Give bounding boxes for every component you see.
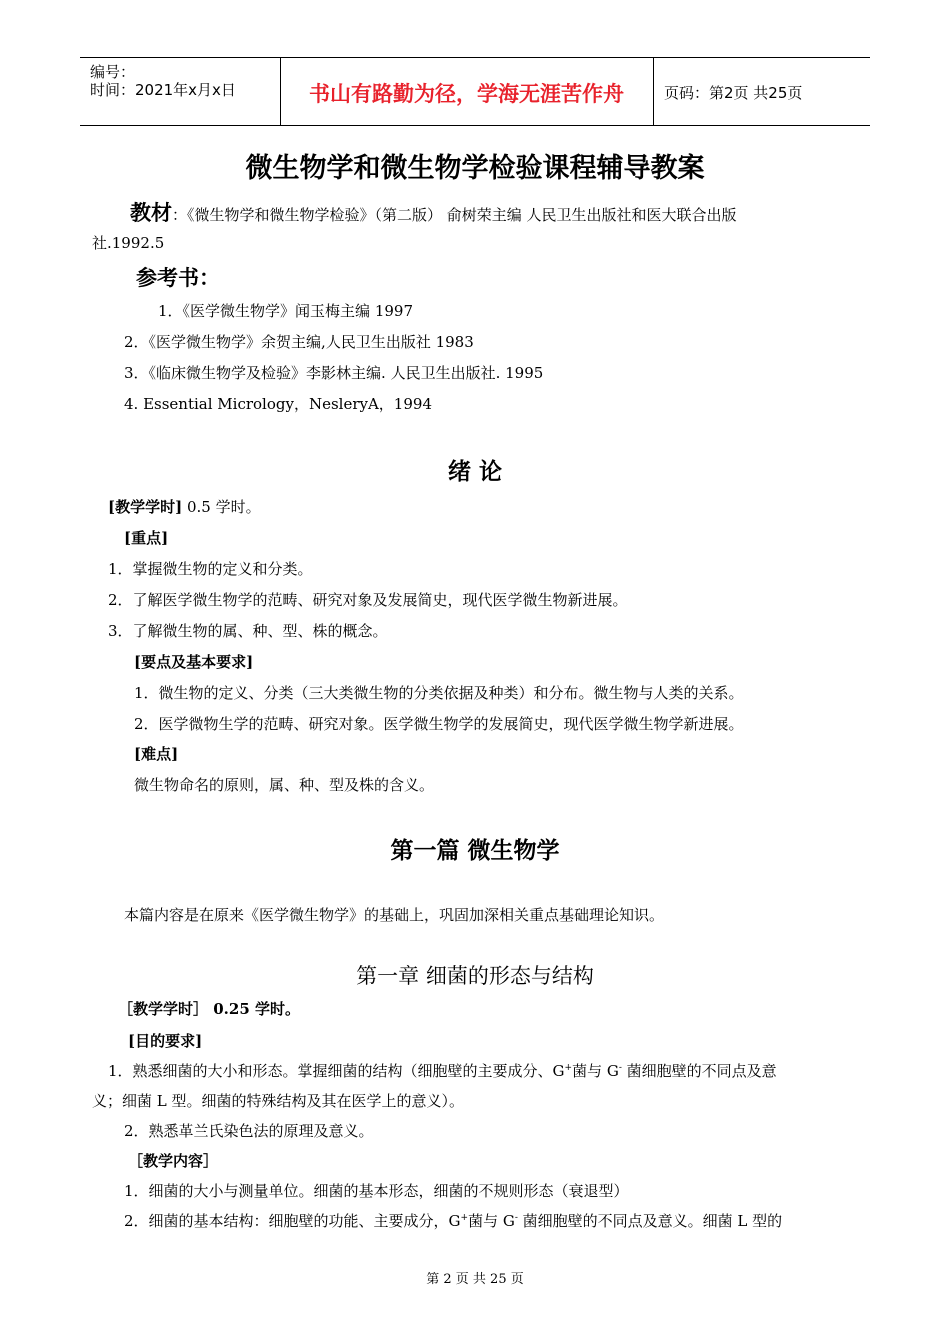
content-text: 菌细胞壁的不同点及意义。细菌 L 型的 bbox=[517, 1212, 783, 1230]
content-item bbox=[124, 1210, 782, 1231]
chapter-heading: 第一章 细菌的形态与结构 bbox=[356, 964, 594, 988]
header-divider bbox=[653, 58, 654, 125]
goal-item: 2．熟悉革兰氏染色法的原理及意义。 bbox=[124, 1122, 374, 1140]
chapter-hours: ［教学学时］ 0.25 学时。 bbox=[118, 1000, 300, 1018]
doc-number-label: 编号： bbox=[90, 63, 136, 81]
reference-item: 2．《医学微生物学》余贺主编,人民卫生出版社 1983 bbox=[124, 333, 474, 351]
requirement-item: 1．微生物的定义、分类（三大类微生物的分类依据及种类）和分布。微生物与人类的关系。 bbox=[134, 684, 744, 702]
textbook-label: 教材 bbox=[130, 200, 172, 225]
doc-time-label: 时间：2021年x月x日 bbox=[90, 81, 236, 99]
superscript-minus: - bbox=[618, 1063, 622, 1073]
content-text: 2．细菌的基本结构：细胞壁的功能、主要成分，G bbox=[124, 1212, 461, 1230]
header-page-label: 页码：第2页 共25页 bbox=[664, 84, 803, 102]
header-table bbox=[80, 57, 870, 126]
superscript-minus: - bbox=[514, 1213, 518, 1223]
part-description: 本篇内容是在原来《医学微生物学》的基础上，巩固加深相关重点基础理论知识。 bbox=[124, 906, 665, 924]
reference-item: 1．《医学微生物学》闻玉梅主编 1997 bbox=[158, 302, 413, 320]
goal-text: 菌与 G bbox=[572, 1062, 619, 1080]
part-heading: 第一篇 微生物学 bbox=[390, 837, 560, 864]
reference-item: 4. Essential Micrology，NesleryA，1994 bbox=[124, 395, 432, 413]
intro-hours-value: 0.5 学时。 bbox=[182, 498, 261, 516]
key-points-label: [重点] bbox=[124, 529, 169, 547]
key-point-item: 3．了解微生物的属、种、型、株的概念。 bbox=[108, 622, 388, 640]
textbook-line bbox=[130, 197, 737, 227]
page-footer: 第 2 页 共 25 页 bbox=[426, 1272, 524, 1287]
key-point-item: 2．了解医学微生物学的范畴、研究对象及发展简史，现代医学微生物新进展。 bbox=[108, 591, 628, 609]
key-point-item: 1．掌握微生物的定义和分类。 bbox=[108, 560, 313, 578]
header-motto: 书山有路勤为径，学海无涯苦作舟 bbox=[309, 81, 624, 106]
textbook-text: ：《微生物学和微生物学检验》（第二版） 俞树荣主编 人民卫生出版社和医大联合出版 bbox=[172, 206, 737, 224]
goal-text: 1．熟悉细菌的大小和形态。掌握细菌的结构（细胞壁的主要成分、G bbox=[108, 1062, 565, 1080]
difficulty-label: [难点] bbox=[134, 745, 179, 763]
textbook-text-cont: 社.1992.5 bbox=[92, 234, 165, 252]
goals-label: [目的要求] bbox=[128, 1032, 203, 1050]
difficulty-text: 微生物命名的原则，属、种、型及株的含义。 bbox=[134, 776, 435, 794]
reference-item: 3．《临床微生物学及检验》李影林主编. 人民卫生出版社. 1995 bbox=[124, 364, 544, 382]
requirement-item: 2．医学微物生学的范畴、研究对象。医学微生物学的发展简史，现代医学微生物学新进展。 bbox=[134, 715, 744, 733]
content-item: 1．细菌的大小与测量单位。细菌的基本形态，细菌的不规则形态（衰退型） bbox=[124, 1182, 629, 1200]
requirements-label: [要点及基本要求] bbox=[134, 653, 254, 671]
superscript-plus: + bbox=[564, 1063, 573, 1073]
intro-heading: 绪 论 bbox=[447, 458, 502, 485]
goal-item-cont: 义；细菌 L 型。细菌的特殊结构及其在医学上的意义）。 bbox=[92, 1092, 464, 1110]
goal-text: 菌细胞壁的不同点及意 bbox=[621, 1062, 777, 1080]
content-text: 菌与 G bbox=[468, 1212, 515, 1230]
goal-item bbox=[108, 1060, 777, 1081]
references-label: 参考书： bbox=[136, 265, 220, 290]
intro-hours-label: [教学学时] bbox=[108, 498, 183, 516]
document-title: 微生物学和微生物学检验课程辅导教案 bbox=[245, 153, 705, 184]
superscript-plus: + bbox=[460, 1213, 469, 1223]
content-label: ［教学内容］ bbox=[128, 1152, 219, 1170]
intro-hours bbox=[108, 496, 261, 517]
